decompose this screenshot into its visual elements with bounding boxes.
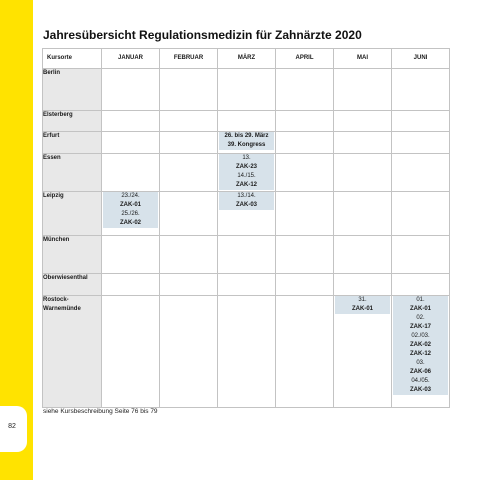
table-cell (334, 274, 392, 296)
table-cell (276, 69, 334, 111)
table-cell (102, 132, 160, 154)
table-cell (276, 236, 334, 274)
table-row (43, 132, 450, 154)
table-cell (102, 111, 160, 132)
table-cell (392, 236, 450, 274)
event-block (103, 192, 158, 228)
city-name: München (43, 236, 102, 274)
table-cell (102, 236, 160, 274)
city-name: Erfurt (43, 132, 102, 154)
table-cell (160, 111, 218, 132)
event-date: 13. (242, 155, 251, 161)
event-block (393, 296, 448, 395)
column-header-februar: FEBRUAR (160, 49, 218, 69)
column-header-mai: MAI (334, 49, 392, 69)
table-cell (102, 296, 160, 408)
table-cell (218, 192, 276, 236)
city-name: Rostock-Warnemünde (43, 296, 102, 408)
table-row (43, 69, 450, 111)
table-cell (218, 111, 276, 132)
table-cell (276, 111, 334, 132)
table-cell (334, 154, 392, 192)
table-cell (276, 154, 334, 192)
table-cell (334, 111, 392, 132)
event-date: 01. (416, 297, 425, 303)
table-cell (102, 69, 160, 111)
event-date: 03. (416, 360, 425, 366)
event-date: 02./03. (411, 333, 430, 339)
table-cell (392, 69, 450, 111)
table-cell (334, 296, 392, 408)
event-date: 04./05. (411, 378, 430, 384)
event-date: 14./15. (237, 173, 256, 179)
event-date: 26. bis 29. März (224, 133, 269, 139)
table-cell (392, 132, 450, 154)
event-date: 23./24. (121, 193, 140, 199)
table-cell (392, 154, 450, 192)
event-code: ZAK-12 (235, 182, 257, 188)
column-header-april: APRIL (276, 49, 334, 69)
city-name: Berlin (43, 69, 102, 111)
event-code: ZAK-01 (409, 306, 431, 312)
page-number: 82 (8, 423, 16, 430)
event-code: ZAK-01 (119, 202, 141, 208)
column-header-maerz: MÄRZ (218, 49, 276, 69)
table-cell (276, 274, 334, 296)
table-row (43, 111, 450, 132)
event-code: ZAK-02 (119, 220, 141, 226)
city-name: Elsterberg (43, 111, 102, 132)
table-cell (218, 236, 276, 274)
event-date: 31. (358, 297, 367, 303)
city-name: Essen (43, 154, 102, 192)
event-code: ZAK-06 (409, 369, 431, 375)
table-cell (218, 132, 276, 154)
table-cell (160, 154, 218, 192)
event-block (335, 296, 390, 314)
table-cell (218, 69, 276, 111)
table-cell (276, 296, 334, 408)
event-code: ZAK-03 (409, 387, 431, 393)
event-code: ZAK-03 (235, 202, 257, 208)
event-block (219, 192, 274, 210)
event-code: ZAK-17 (409, 324, 431, 330)
city-name: Oberwiesenthal (43, 274, 102, 296)
footnote: siehe Kursbeschreibung Seite 76 bis 79 (43, 408, 158, 415)
table-cell (334, 236, 392, 274)
table-cell (334, 69, 392, 111)
table-cell (218, 154, 276, 192)
table-row (43, 274, 450, 296)
table-cell (218, 274, 276, 296)
table-row (43, 192, 450, 236)
table-cell (392, 111, 450, 132)
table-cell (102, 274, 160, 296)
table-cell (276, 132, 334, 154)
table-cell (276, 192, 334, 236)
table-row (43, 154, 450, 192)
event-code: ZAK-23 (235, 164, 257, 170)
table-cell (160, 192, 218, 236)
table-cell (392, 192, 450, 236)
schedule-table (42, 48, 450, 408)
city-name: Leipzig (43, 192, 102, 236)
page-title: Jahresübersicht Regulationsmedizin für Zahnärzte 2020 (43, 28, 362, 42)
table-cell (392, 274, 450, 296)
column-header-januar: JANUAR (102, 49, 160, 69)
table-cell (334, 132, 392, 154)
table-cell (160, 236, 218, 274)
table-cell (218, 296, 276, 408)
table-cell (102, 192, 160, 236)
table-cell (160, 296, 218, 408)
event-code: 39. Kongress (227, 142, 266, 148)
event-code: ZAK-01 (351, 306, 373, 312)
table-cell (160, 69, 218, 111)
event-code: ZAK-12 (409, 351, 431, 357)
column-header-kursorte: Kursorte (43, 49, 102, 69)
table-row (43, 296, 450, 408)
column-header-juni: JUNI (392, 49, 450, 69)
event-block (219, 154, 274, 190)
event-date: 25./26. (121, 211, 140, 217)
table-cell (160, 132, 218, 154)
table-cell (334, 192, 392, 236)
table-row (43, 236, 450, 274)
table-cell (102, 154, 160, 192)
event-date: 13./14. (237, 193, 256, 199)
table-cell (160, 274, 218, 296)
event-code: ZAK-02 (409, 342, 431, 348)
event-block (219, 132, 274, 150)
header-row (43, 49, 450, 69)
event-date: 02. (416, 315, 425, 321)
table-cell (392, 296, 450, 408)
